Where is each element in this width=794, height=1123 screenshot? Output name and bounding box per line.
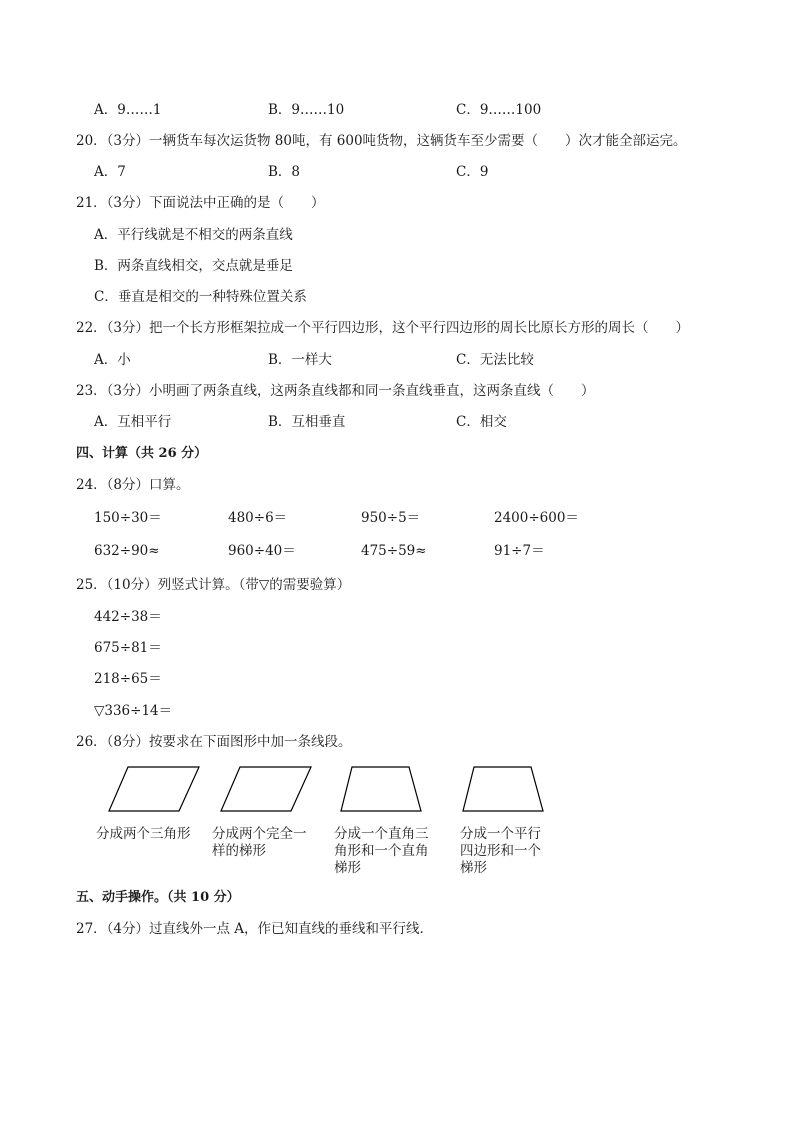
q24-row1-item: 480÷6＝ — [228, 510, 288, 526]
caption-line: 梯形 — [334, 860, 361, 876]
caption-line: 分成一个直角三 — [334, 826, 429, 842]
q24-row1-item: 950÷5＝ — [361, 510, 421, 526]
caption-line: 分成一个平行 — [460, 826, 541, 842]
q20-option-c: C．9 — [456, 164, 489, 180]
q25-stem: 25．（10分）列竖式计算。（带▽的需要验算） — [76, 577, 351, 593]
q26-caption-2 — [212, 826, 322, 860]
q21-option-c: C．垂直是相交的一种特殊位置关系 — [94, 289, 307, 305]
q24-row2-item: 632÷90≈ — [94, 543, 160, 559]
q22-stem: 22．（3分）把一个长方形框架拉成一个平行四边形，这个平行四边形的周长比原长方形的周长（ ） — [76, 320, 690, 336]
q24-row2-item: 91÷7＝ — [494, 543, 545, 559]
q24-row1-item: 2400÷600＝ — [494, 510, 579, 526]
q25-item: 675÷81＝ — [94, 640, 162, 656]
q27-stem: 27．（4分）过直线外一点 A，作已知直线的垂线和平行线． — [76, 921, 434, 937]
q20-option-b: B．8 — [268, 164, 301, 180]
q24-stem: 24．（8分）口算。 — [76, 477, 190, 493]
caption-line: 分成两个三角形 — [96, 826, 191, 842]
section-4-title: 四、计算（共 26 分） — [76, 446, 208, 461]
parallelogram-figure-1 — [108, 766, 200, 812]
q20-option-a: A．7 — [94, 164, 126, 180]
q21-option-a: A．平行线就是不相交的两条直线 — [94, 227, 293, 243]
q19-option-b: B．9……10 — [268, 102, 345, 118]
caption-line: 四边形和一个 — [460, 843, 541, 859]
caption-line: 角形和一个直角 — [334, 843, 429, 859]
trapezoid-figure-3 — [340, 766, 422, 812]
q25-item: 218÷65＝ — [94, 671, 162, 687]
q24-row1-item: 150÷30＝ — [94, 510, 162, 526]
q26-stem: 26．（8分）按要求在下面图形中加一条线段。 — [76, 734, 352, 750]
q23-option-a: A．互相平行 — [94, 414, 172, 430]
q24-row2-item: 960÷40＝ — [228, 543, 296, 559]
q21-option-b: B．两条直线相交，交点就是垂足 — [94, 258, 293, 274]
q22-option-c: C．无法比较 — [456, 352, 534, 368]
q24-row2-item: 475÷59≈ — [361, 543, 427, 559]
q22-option-b: B．一样大 — [268, 352, 332, 368]
q19-option-c: C．9……100 — [456, 102, 542, 118]
q26-caption-4 — [460, 826, 560, 877]
caption-line: 梯形 — [460, 860, 487, 876]
parallelogram-figure-2 — [220, 766, 312, 812]
q20-stem: 20．（3分）一辆货车每次运货物 80吨，有 600吨货物，这辆货车至少需要（ ）次才能全部运完。 — [76, 133, 687, 149]
trapezoid-figure-4 — [462, 766, 544, 812]
q26-caption-3 — [334, 826, 444, 877]
q23-option-c: C．相交 — [456, 414, 507, 430]
q23-option-b: B．互相垂直 — [268, 414, 346, 430]
section-5-title: 五、动手操作。（共 10 分） — [76, 890, 240, 905]
q25-item: 442÷38＝ — [94, 609, 162, 625]
q25-item: ▽336÷14＝ — [94, 703, 173, 719]
q21-stem: 21．（3分）下面说法中正确的是（ ） — [76, 195, 325, 211]
q19-option-a: A．9……1 — [94, 102, 162, 118]
q22-option-a: A．小 — [94, 352, 131, 368]
caption-line: 分成两个完全一 — [212, 826, 307, 842]
q26-caption-1 — [96, 826, 206, 843]
q23-stem: 23．（3分）小明画了两条直线，这两条直线都和同一条直线垂直，这两条直线（ ） — [76, 383, 595, 399]
caption-line: 样的梯形 — [212, 843, 266, 859]
